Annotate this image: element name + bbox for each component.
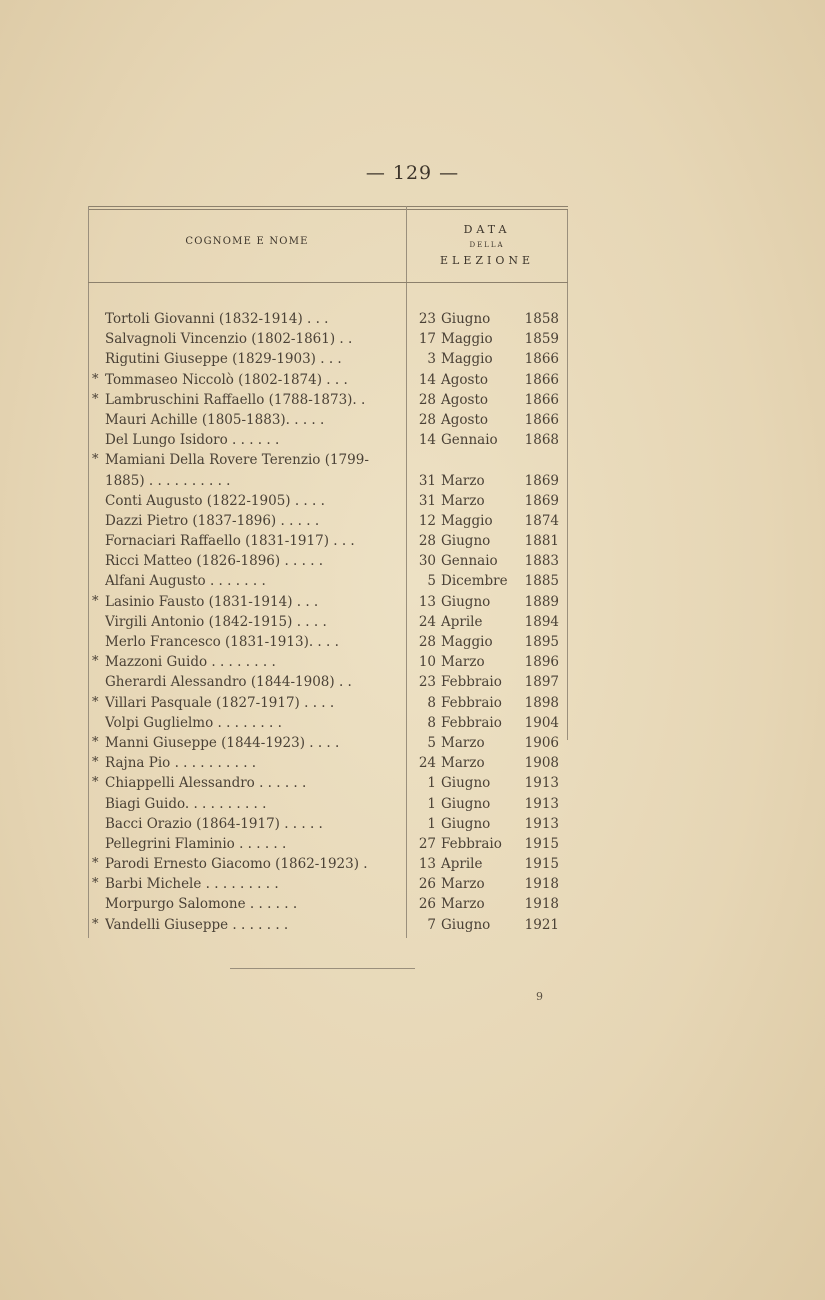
election-year: 1915 [524,835,559,852]
table-row [88,854,568,874]
election-day: 17 [418,331,436,348]
election-day: 3 [427,351,436,368]
table-row [88,652,568,672]
election-month: Gennaio [441,432,498,449]
table-row [88,430,568,450]
election-month: Giugno [441,795,491,812]
election-year: 1874 [524,512,559,529]
election-year: 1894 [524,613,559,630]
member-name: Rigutini Giuseppe (1829-1903) . . . [105,351,342,368]
election-year: 1918 [524,876,559,893]
members-table [88,206,568,938]
member-name: Vandelli Giuseppe . . . . . . . [105,916,289,933]
member-name: Rajna Pio . . . . . . . . . . [105,755,257,772]
election-month: Febbraio [441,835,502,852]
election-day: 30 [418,553,436,570]
election-year: 1889 [524,593,559,610]
member-name: Parodi Ernesto Giacomo (1862-1923) . [105,856,368,873]
election-month: Dicembre [441,573,508,590]
election-month: Agosto [441,391,488,408]
member-name: Lasinio Fausto (1831-1914) . . . [105,593,319,610]
election-day: 24 [418,755,436,772]
member-name: Fornaciari Raffaello (1831-1917) . . . [105,533,355,550]
member-name: Mamiani Della Rovere Terenzio (1799- [105,452,369,469]
signature-mark: 9 [536,990,543,1003]
column-header-date: DATA [463,223,511,236]
election-month: Maggio [441,351,493,368]
election-month: Febbraio [441,694,502,711]
election-year: 1866 [524,351,559,368]
member-name: Barbi Michele . . . . . . . . . [105,876,279,893]
member-name: Chiappelli Alessandro . . . . . . [105,775,307,792]
election-year: 1915 [524,856,559,873]
election-day: 28 [418,391,436,408]
member-name: Mazzoni Guido . . . . . . . . [105,654,276,671]
election-year: 1898 [524,694,559,711]
election-day: 23 [418,674,436,691]
membership-star: * [92,391,99,407]
election-month: Aprile [441,613,483,630]
membership-star: * [92,694,99,710]
table-row [88,551,568,571]
column-header-name: COGNOME E NOME [185,236,309,247]
election-day: 28 [418,533,436,550]
member-name: Gherardi Alessandro (1844-1908) . . [105,674,352,691]
table-row [88,874,568,894]
election-day: 13 [418,856,436,873]
election-year: 1868 [524,432,559,449]
election-day: 10 [418,654,436,671]
election-month: Aprile [441,856,483,873]
member-name: Pellegrini Flaminio . . . . . . [105,835,287,852]
election-year: 1906 [524,734,559,751]
election-year: 1896 [524,654,559,671]
election-month: Marzo [441,654,485,671]
membership-star: * [92,654,99,670]
membership-star: * [92,916,99,932]
table-row [88,773,568,793]
election-year: 1859 [524,331,559,348]
membership-star: * [92,856,99,872]
election-year: 1921 [524,916,559,933]
membership-star: * [92,452,99,468]
election-month: Giugno [441,815,491,832]
election-year: 1913 [524,795,559,812]
election-day: 31 [418,472,436,489]
election-year: 1885 [524,573,559,590]
election-day: 13 [418,593,436,610]
election-year: 1869 [524,492,559,509]
election-month: Giugno [441,775,491,792]
table-row [88,471,568,491]
table-row [88,329,568,349]
election-month: Giugno [441,916,491,933]
table-row [88,814,568,834]
election-year: 1869 [524,472,559,489]
table-row [88,390,568,410]
election-day: 5 [427,734,436,751]
member-name: Mauri Achille (1805-1883). . . . . [105,411,325,428]
member-name: Villari Pasquale (1827-1917) . . . . [105,694,335,711]
election-month: Marzo [441,734,485,751]
election-month: Giugno [441,533,491,550]
election-day: 28 [418,411,436,428]
election-year: 1866 [524,391,559,408]
election-month: Giugno [441,311,491,327]
column-header-date-of: DELLA [469,241,505,249]
table-row [88,450,568,470]
membership-star: * [92,593,99,609]
election-month: Marzo [441,492,485,509]
election-month: Gennaio [441,553,498,570]
election-month: Maggio [441,331,493,348]
election-day: 24 [418,613,436,630]
election-month: Marzo [441,876,485,893]
member-name: Bacci Orazio (1864-1917) . . . . . [105,815,323,832]
election-day: 1 [427,815,436,832]
table-row [88,794,568,814]
election-year: 1866 [524,371,559,388]
table-row [88,592,568,612]
table-row [88,672,568,692]
election-day: 14 [418,371,436,388]
election-day: 31 [418,492,436,509]
table-row [88,733,568,753]
table-row [88,511,568,531]
election-month: Agosto [441,411,488,428]
table-row [88,894,568,914]
election-month: Maggio [441,512,493,529]
table-row [88,713,568,733]
table-row [88,753,568,773]
member-name: Morpurgo Salomone . . . . . . [105,896,298,913]
election-month: Agosto [441,371,488,388]
election-day: 7 [427,916,436,933]
election-year: 1908 [524,755,559,772]
election-year: 1895 [524,634,559,650]
table-row [88,571,568,591]
election-month: Giugno [441,593,491,610]
election-day: 5 [427,573,436,590]
membership-star: * [92,371,99,387]
table-row [88,834,568,854]
member-name: Merlo Francesco (1831-1913). . . . [105,634,339,650]
page-number: — 129 — [365,162,460,184]
table-row [88,915,568,935]
table-row [88,693,568,713]
member-name: Ricci Matteo (1826-1896) . . . . . [105,553,324,570]
election-year: 1913 [524,815,559,832]
table-row [88,632,568,652]
member-name: Tommaseo Niccolò (1802-1874) . . . [105,371,348,388]
election-day: 28 [418,634,436,650]
table-body [88,309,568,935]
election-day: 1 [427,795,436,812]
election-month: Marzo [441,896,485,913]
election-day: 23 [418,311,436,327]
election-day: 1 [427,775,436,792]
member-name: Tortoli Giovanni (1832-1914) . . . [105,311,329,327]
member-name: Salvagnoli Vincenzio (1802-1861) . . [105,331,353,348]
election-year: 1913 [524,775,559,792]
election-year: 1866 [524,411,559,428]
membership-star: * [92,876,99,892]
member-name: Del Lungo Isidoro . . . . . . [105,432,280,449]
table-row [88,309,568,329]
membership-star: * [92,734,99,750]
membership-star: * [92,755,99,771]
election-day: 12 [418,512,436,529]
table-row [88,491,568,511]
member-name: Conti Augusto (1822-1905) . . . . [105,492,325,509]
table-row [88,349,568,369]
member-name: Alfani Augusto . . . . . . . [105,573,266,590]
election-day: 14 [418,432,436,449]
closing-rule [230,968,415,969]
election-month: Febbraio [441,674,502,691]
election-month: Marzo [441,472,485,489]
election-year: 1881 [524,533,559,550]
column-header-election: ELEZIONE [439,254,535,267]
election-year: 1883 [524,553,559,570]
election-year: 1858 [524,311,559,327]
table-row [88,612,568,632]
member-name: Lambruschini Raffaello (1788-1873). . [105,391,366,408]
member-name: Manni Giuseppe (1844-1923) . . . . [105,734,340,751]
election-year: 1918 [524,896,559,913]
table-row [88,531,568,551]
election-day: 8 [427,694,436,711]
member-name: Biagi Guido. . . . . . . . . . [105,795,267,812]
election-month: Maggio [441,634,493,650]
election-day: 26 [418,876,436,893]
member-name: Dazzi Pietro (1837-1896) . . . . . [105,512,320,529]
election-year: 1904 [524,714,559,731]
header-rule [88,282,568,283]
election-day: 26 [418,896,436,913]
member-name: Volpi Guglielmo . . . . . . . . [105,714,282,731]
election-year: 1897 [524,674,559,691]
table-row [88,410,568,430]
election-day: 27 [418,835,436,852]
member-name: Virgili Antonio (1842-1915) . . . . [105,613,327,630]
election-month: Marzo [441,755,485,772]
table-top-rule [88,206,568,210]
member-name: 1885) . . . . . . . . . . [105,472,231,489]
election-day: 8 [427,714,436,731]
membership-star: * [92,775,99,791]
table-row [88,370,568,390]
election-month: Febbraio [441,714,502,731]
